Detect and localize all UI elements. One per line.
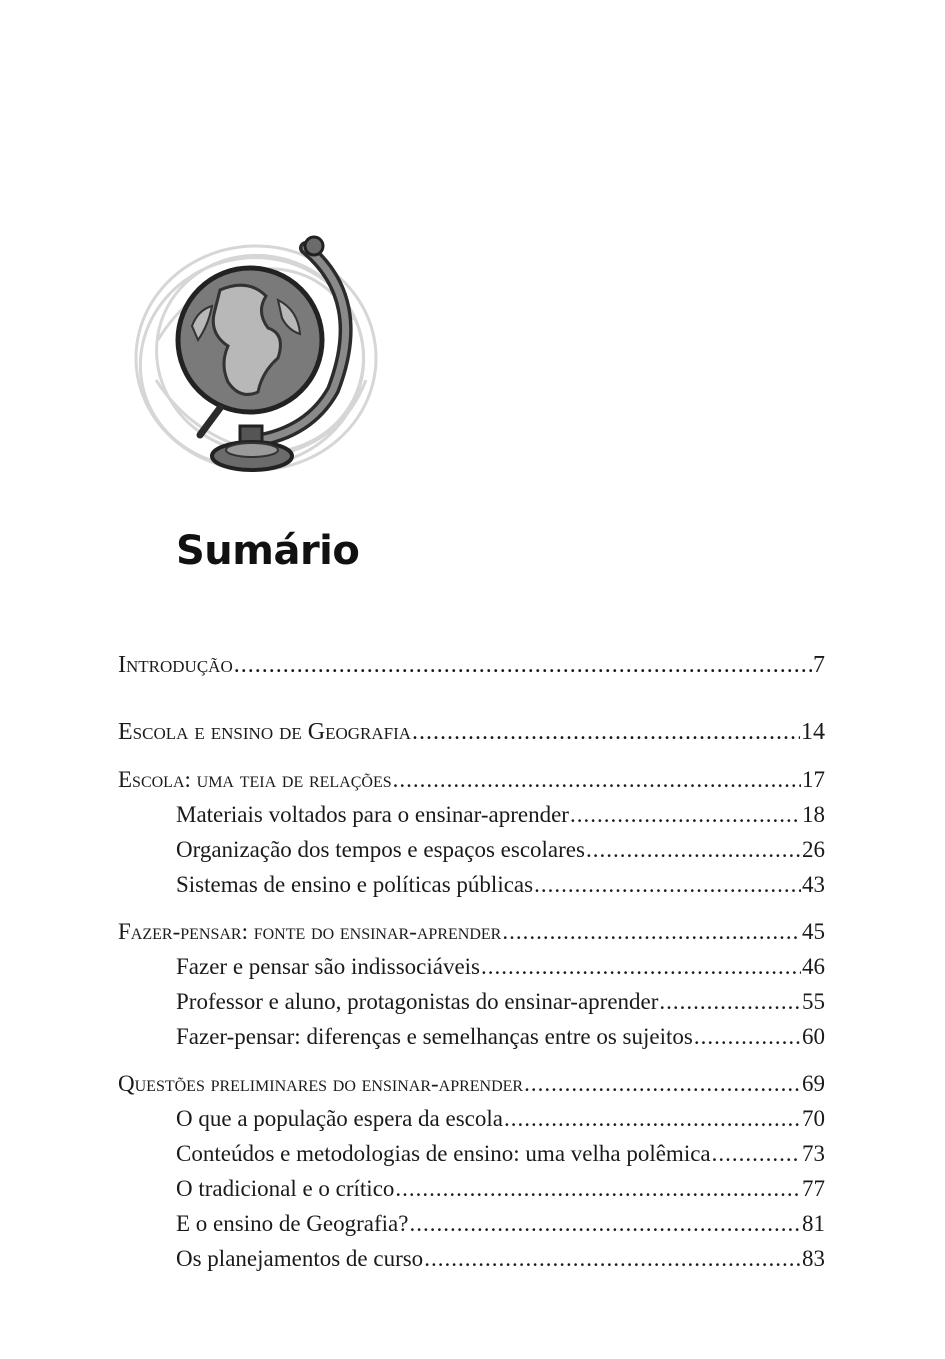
dot-leader <box>424 1241 801 1276</box>
toc-entry-label: Questões preliminares do ensinar-aprender <box>118 1071 524 1096</box>
toc-entry-subsection[interactable] <box>118 1171 825 1206</box>
toc-entry-subsection[interactable] <box>118 984 825 1019</box>
toc-entry-section-1[interactable] <box>118 762 825 797</box>
toc-entry-label: Introdução <box>118 652 233 678</box>
toc-entry-label: Professor e aluno, protagonistas do ensinar-aprender <box>176 989 659 1014</box>
toc-entry-label: Organização dos tempos e espaços escolares <box>176 837 585 862</box>
toc-entry-subsection[interactable] <box>118 1206 825 1241</box>
toc-entry-page: 45 <box>802 919 825 944</box>
toc-entry-subsection[interactable] <box>118 1101 825 1136</box>
toc-entry-section-3[interactable] <box>118 1066 825 1101</box>
dot-leader <box>504 1101 801 1136</box>
dot-leader <box>481 949 801 984</box>
dot-leader <box>694 1019 801 1054</box>
dot-leader <box>395 1171 801 1206</box>
toc-entry-label: Materiais voltados para o ensinar-aprender <box>176 802 569 827</box>
dot-leader <box>393 762 801 797</box>
toc-entry-part-1[interactable] <box>118 715 825 750</box>
toc-entry-page: 18 <box>802 802 825 827</box>
dot-leader <box>534 867 801 902</box>
toc-entry-subsection[interactable] <box>118 1019 825 1054</box>
toc-entry-label: Escola e ensino de Geografia <box>118 719 412 745</box>
toc-entry-label: Conteúdos e metodologias de ensino: uma velha polêmica <box>176 1141 711 1166</box>
toc-entry-subsection[interactable] <box>118 949 825 984</box>
toc-entry-label: Fazer-pensar: fonte do ensinar-aprender <box>118 919 502 944</box>
toc-entry-page: 77 <box>802 1176 825 1201</box>
toc-entry-label: O que a população espera da escola <box>176 1106 503 1131</box>
toc-entry-label: Sistemas de ensino e políticas públicas <box>176 872 534 897</box>
toc-entry-page: 83 <box>802 1246 825 1271</box>
dot-leader <box>712 1136 801 1171</box>
toc-entry-section-2[interactable] <box>118 914 825 949</box>
table-of-contents <box>118 648 825 1276</box>
toc-entry-subsection[interactable] <box>118 867 825 902</box>
dot-leader <box>234 648 812 683</box>
toc-entry-page: 46 <box>802 954 825 979</box>
toc-entry-page: 17 <box>802 767 825 792</box>
toc-entry-page: 26 <box>802 837 825 862</box>
toc-entry-subsection[interactable] <box>118 1136 825 1171</box>
dot-leader <box>524 1066 801 1101</box>
dot-leader <box>412 715 800 750</box>
dot-leader <box>502 914 801 949</box>
toc-entry-page: 69 <box>802 1071 825 1096</box>
dot-leader <box>409 1206 801 1241</box>
toc-entry-page: 81 <box>802 1211 825 1236</box>
toc-entry-label: Fazer e pensar são indissociáveis <box>176 954 481 979</box>
toc-entry-page: 43 <box>802 872 825 897</box>
toc-entry-label: Os planejamentos de curso <box>176 1246 424 1271</box>
toc-entry-page: 70 <box>802 1106 825 1131</box>
toc-entry-label: O tradicional e o crítico <box>176 1176 395 1201</box>
toc-entry-subsection[interactable] <box>118 1241 825 1276</box>
toc-entry-page: 73 <box>802 1141 825 1166</box>
toc-entry-label: Fazer-pensar: diferenças e semelhanças entre os sujeitos <box>176 1024 693 1049</box>
toc-entry-subsection[interactable] <box>118 797 825 832</box>
globe-icon <box>128 230 388 480</box>
toc-entry-page: 7 <box>813 652 825 678</box>
toc-entry-page: 14 <box>801 719 825 745</box>
dot-leader <box>586 832 801 867</box>
dot-leader <box>659 984 801 1019</box>
toc-entry-page: 55 <box>802 989 825 1014</box>
page-title: Sumário <box>176 528 360 574</box>
toc-entry-subsection[interactable] <box>118 832 825 867</box>
dot-leader <box>570 797 801 832</box>
toc-entry-introduction[interactable] <box>118 648 825 683</box>
toc-entry-label: E o ensino de Geografia? <box>176 1211 409 1236</box>
toc-entry-label: Escola: uma teia de relações <box>118 767 392 792</box>
toc-entry-page: 60 <box>802 1024 825 1049</box>
